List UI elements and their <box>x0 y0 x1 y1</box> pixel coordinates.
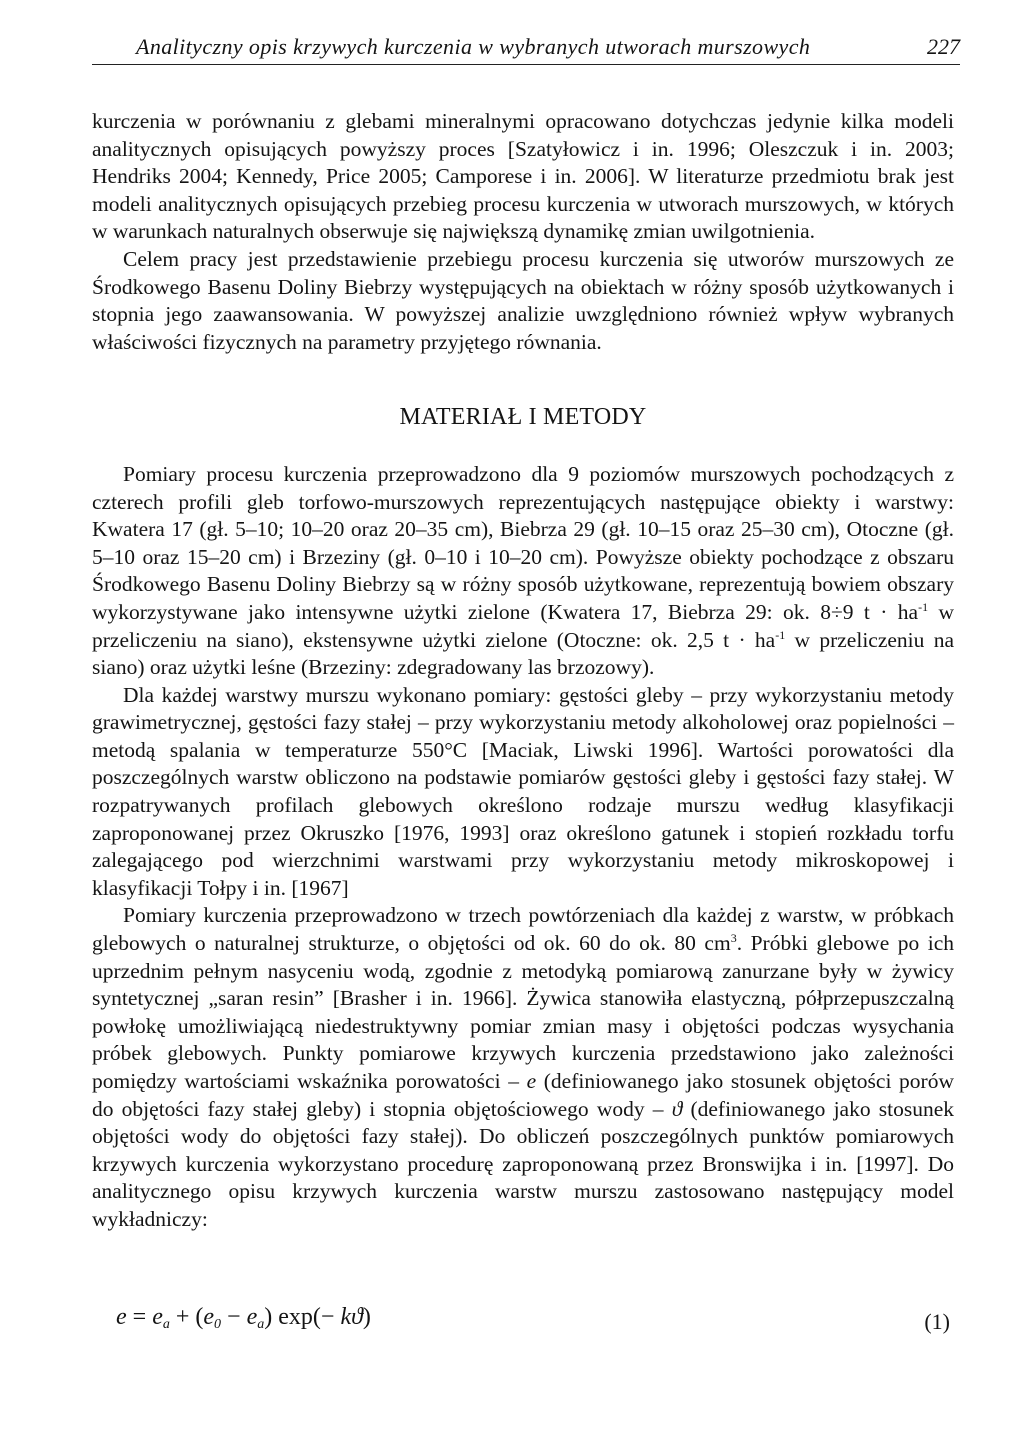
running-header <box>92 30 960 65</box>
equation-number: (1) <box>924 1308 950 1334</box>
body-text <box>92 108 954 1348</box>
eq-exp: exp <box>278 1303 313 1330</box>
equation-body <box>116 1304 371 1332</box>
paragraph-aim: Celem pracy jest przedstawienie przebiegu procesu kurczenia się utworów murszowych ze Środkowego Basenu Doliny Biebrzy występujących na obiektach w różny sposób użytkowanych i stopnia jego zaawansowania. W powyższej analizie uwzględniono również wpływ wybranych właściwości fizycznych na parametry przyjętego równania. <box>92 246 954 354</box>
eq-operator: − <box>221 1303 247 1330</box>
eq-subscript: a <box>257 1316 265 1332</box>
text-run: Pomiary procesu kurczenia przeprowadzono dla 9 poziomów murszowych pochodzących z czterech profili gleb torfowo-murszowych reprezentujących następujące obiekty i warstwy: Kwatera 17 (gł. 5–10; 10–20 oraz 20–35 cm), Biebrza 29 (gł. 10–15 oraz 25–30 cm), Otoczne (gł. 5–10 oraz 15–20 cm) i Brzeziny (gł. 0–10 i 10–20 cm). Powyższe obiekty pochodzące z obszaru Środkowego Basenu Doliny Biebrzy są w różny sposób użytkowane, reprezentują bowiem obszary wykorzystywane jako intensywne użytki zielone (Kwatera 17, Biebrza 29: ok. 8÷9 t · ha <box>92 461 954 624</box>
superscript: -1 <box>918 599 929 614</box>
symbol-theta: ϑ <box>671 1096 683 1121</box>
text-run: Pomiary kurczenia przeprowadzono w trzech powtórzeniach dla każdej z warstw, w próbkach glebowych o naturalnej strukturze, o objętości od ok. 60 do ok. 80 cm <box>92 903 954 956</box>
superscript: -1 <box>775 627 786 642</box>
eq-lhs: e <box>116 1303 127 1330</box>
eq-subscript: 0 <box>214 1316 222 1332</box>
page-number: 227 <box>927 34 960 59</box>
text-run: (definiowanego jako stosunek objętości porów do objętości fazy stałej gleby) i stopnia objętościowego wody – <box>92 1069 954 1121</box>
paragraph-measurements: Dla każdej warstwy murszu wykonano pomiary: gęstości gleby – przy wykorzystaniu metody grawimetrycznej, gęstości fazy stałej – przy wykorzystaniu metody alkoholowej oraz popielności – metodą spalania w temperaturze 550°C [Maciak, Liwski 1996]. Wartości porowatości dla poszczególnych warstw obliczono na podstawie pomiarów gęstości gleby i gęstości fazy stałej. W rozpatrywanych profilach glebowych określono rodzaje murszu według klasyfikacji zaproponowanej przez Okruszko [1976, 1993] oraz określono gatunek i stopień rozkładu torfu zalegającego pod wierzchnimi warstwami przy wykorzystaniu metody mikroskopowej i klasyfikacji Tołpy i in. [1967] <box>92 682 954 900</box>
eq-k: k <box>340 1303 352 1330</box>
section-heading: MATERIAŁ I METODY <box>399 404 647 431</box>
equation-1 <box>92 1298 954 1348</box>
text-run: (definiowanego jako stosunek objętości wody do objętości fazy stałej). Do obliczeń poszczególnych punktów pomiarowych krzywych kurczenia wykorzystano procedurę zaproponowaną przez Bronswijka i in. [1997]. Do analitycznego opisu krzywych kurczenia warstw murszu zastosowano następujący model wykładniczy: <box>92 1096 955 1231</box>
eq-subscript: a <box>162 1316 170 1332</box>
eq-operator: (− <box>312 1303 341 1330</box>
paragraph-materials <box>92 461 954 682</box>
eq-equals: = <box>126 1303 153 1330</box>
eq-theta: ϑ <box>351 1303 363 1330</box>
text-run: w przeliczeniu na siano) oraz użytki leśne (Brzeziny: zdegradowany las brzozowy). <box>92 627 954 680</box>
eq-operator: + ( <box>169 1303 204 1330</box>
eq-term: e <box>152 1303 163 1330</box>
eq-term: e <box>203 1303 215 1330</box>
symbol-e: e <box>526 1069 537 1093</box>
superscript: 3 <box>730 931 737 946</box>
paragraph-shrinkage-method <box>92 902 954 1233</box>
text-run: . Próbki glebowe po ich uprzednim pełnym nasyceniu wodą, zgodnie z metodyką pomiarową zanurzane były w żywicy syntetycznej „saran resin” [Brasher i in. 1966]. Żywica stanowiła elastyczną, półprzepuszczalną powłokę umożliwiającą niedestruktywny pomiar zmian masy i objętości podczas wysychania próbek glebowych. Punkty pomiarowe krzywych kurczenia przedstawiono jako zależności pomiędzy wartościami wskaźnika porowatości – <box>92 931 954 1093</box>
eq-operator: ) <box>362 1303 371 1330</box>
eq-term: e <box>246 1303 258 1330</box>
running-title: Analityczny opis krzywych kurczenia w wybranych utworach murszowych <box>136 34 811 59</box>
paragraph-continued: kurczenia w porównaniu z glebami mineralnymi opracowano dotychczas jedynie kilka modeli analitycznych opisujących powyższy proces [Szatyłowicz i in. 1996; Oleszczuk i in. 2003; Hendriks 2004; Kennedy, Price 2005; Camporese i in. 2006]. W literaturze przedmiotu brak jest modeli analitycznych opisujących przebieg procesu kurczenia w utworach murszowych, w których w warunkach naturalnych obserwuje się największą dynamikę zmian uwilgotnienia. <box>92 109 954 244</box>
text-run: w przeliczeniu na siano), ekstensywne użytki zielone (Otoczne: ok. 2,5 t · ha <box>92 599 954 652</box>
eq-operator: ) <box>264 1303 279 1330</box>
